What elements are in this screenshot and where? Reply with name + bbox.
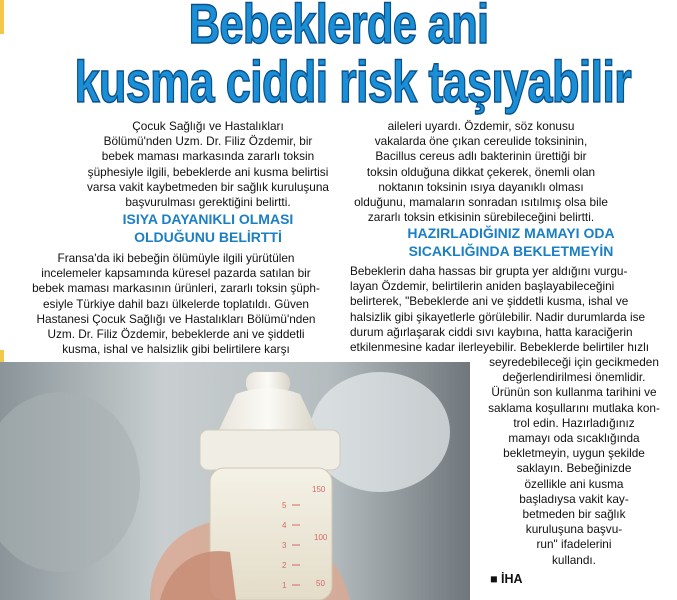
column-1-body (6, 251, 346, 357)
text-line: mamayı oda sıcaklığında (508, 431, 640, 446)
bottle-collar (200, 430, 340, 470)
text-line: trol edin. Hazırladığınız (513, 415, 635, 430)
text-line: Hastanesi Çocuk Sağlığı ve Hastalıkları Bölümü'nden (36, 311, 316, 326)
text-line: durum ağırlaşarak ciddi sıvı kaybına, hatta karaciğerin (350, 324, 633, 339)
column-2-middle (350, 264, 675, 355)
accent-mark (0, 0, 4, 34)
text-line: Uzm. Dr. Filiz Özdemir, bebeklerde ani ve şiddetli (47, 327, 305, 342)
scale-mark: 50 (316, 579, 325, 588)
text-line: bekletmeyin, uygun şekilde (503, 446, 645, 461)
text-line: halsizlik gibi şikayetlerle görülebilir. Nadir durumlarda ise (350, 309, 646, 324)
text-line: run" ifadelerini (536, 537, 612, 552)
scale-mark: 1 (282, 581, 287, 590)
baby-bottle-image (0, 362, 470, 600)
text-line: seyredebileceği için gecikmeden (489, 355, 659, 369)
text-line: Çocuk Sağlığı ve Hastalıkları (132, 119, 284, 133)
scale-mark: 150 (312, 485, 326, 494)
text-line: başladıysa vakit kay- (519, 491, 629, 506)
text-line: başvurulması gerektiğini belirtti. (125, 195, 291, 210)
text-line: zararlı toksin etkisinin sürebileceğini belirtti. (367, 210, 595, 225)
text-line: noktanın toksinin ısıya dayanıklı olması (378, 179, 584, 194)
subheading-line: HAZIRLADIĞINIZ MAMAYI ODA (407, 225, 615, 241)
text-line: vakalarda öne çıkan cereulide toksininin, (374, 134, 588, 149)
subheading-2 (350, 224, 672, 260)
text-line: toksin olduğuna dikkat çekerek, önemli olan (366, 164, 596, 179)
text-line: bebek maması markasının ürünleri, zararlı toksin şüph- (32, 281, 320, 296)
scale-mark: 4 (282, 521, 287, 530)
subheading-line: OLDUĞUNU BELİRTTİ (134, 229, 282, 245)
subheading-1 (74, 210, 342, 246)
text-line: özellikle ani kusma (524, 476, 624, 491)
text-line: varsa vakit kaybetmeden bir sağlık kuruluşuna (87, 179, 329, 194)
text-line: kusma, ishal ve halsizlik gibi belirtilere karşı (62, 342, 290, 357)
headline-line-1: Bebeklerde ani (188, 0, 489, 55)
baby-bottle-photo (0, 362, 470, 600)
text-line: kuruluşuna başvu- (525, 522, 623, 537)
text-line: belirterek, "Bebeklerde ani ve şiddetli kusma, ishal ve (350, 294, 629, 309)
text-line: saklayın. Bebeğinizde (516, 461, 632, 476)
text-line: şüphesiyle ilgili, bebeklerde ani kusma belirtisi (87, 164, 329, 179)
text-line: Bacillus cereus adlı bakterinin ürettiği bir (375, 149, 587, 164)
text-line: kullandı. (552, 552, 596, 567)
text-line: layan Özdemir, belirtilerin aniden başlayabileceğini (350, 279, 615, 294)
column-1-intro (74, 119, 342, 210)
text-line: incelemeler kapsamında küresel pazarda satılan bir (41, 266, 311, 281)
text-line: değerlendirilmesi önemlidir. (502, 370, 646, 385)
text-line: Bölümü'nden Uzm. Dr. Filiz Özdemir, bir (103, 134, 313, 149)
scale-mark: 3 (282, 541, 287, 550)
text-line: aileleri uyardı. Özdemir, söz konusu (387, 119, 575, 133)
text-line: etkilenmesine kadar ilerleyebilir. Bebeklerde belirtiler hızlı (350, 340, 649, 355)
scale-mark: 100 (314, 533, 328, 542)
text-line: bebek maması markasında zararlı toksin (101, 149, 315, 164)
text-line: Fransa'da iki bebeğin ölümüyle ilgili yürütülen (57, 251, 295, 265)
text-line: saklama koşullarını mutlaka kon- (488, 400, 660, 415)
scale-mark: 5 (282, 501, 287, 510)
text-line: esiyle Türkiye dahil bazı ülkelerde toplatıldı. Güven (42, 296, 309, 311)
subheading-line: ISIYA DAYANIKLI OLMASI (122, 211, 294, 227)
column-2-narrow (474, 355, 674, 568)
text-line: olduğunu, mamaların sonradan ısıtılmış olsa bile (354, 195, 608, 210)
agency-credit: ■ İHA (490, 572, 523, 586)
column-2-top (350, 119, 612, 225)
text-line: betmeden bir sağlık (522, 507, 626, 522)
subheading-line: SICAKLIĞINDA BEKLETMEYİN (408, 243, 614, 259)
headline-line-2: kusma ciddi risk taşıyabilir (74, 50, 631, 115)
scale-mark: 2 (282, 561, 287, 570)
text-line: Bebeklerin daha hassas bir grupta yer aldığını vurgu- (350, 264, 628, 278)
text-line: Ürünün son kullanma tarihini ve (491, 385, 657, 400)
